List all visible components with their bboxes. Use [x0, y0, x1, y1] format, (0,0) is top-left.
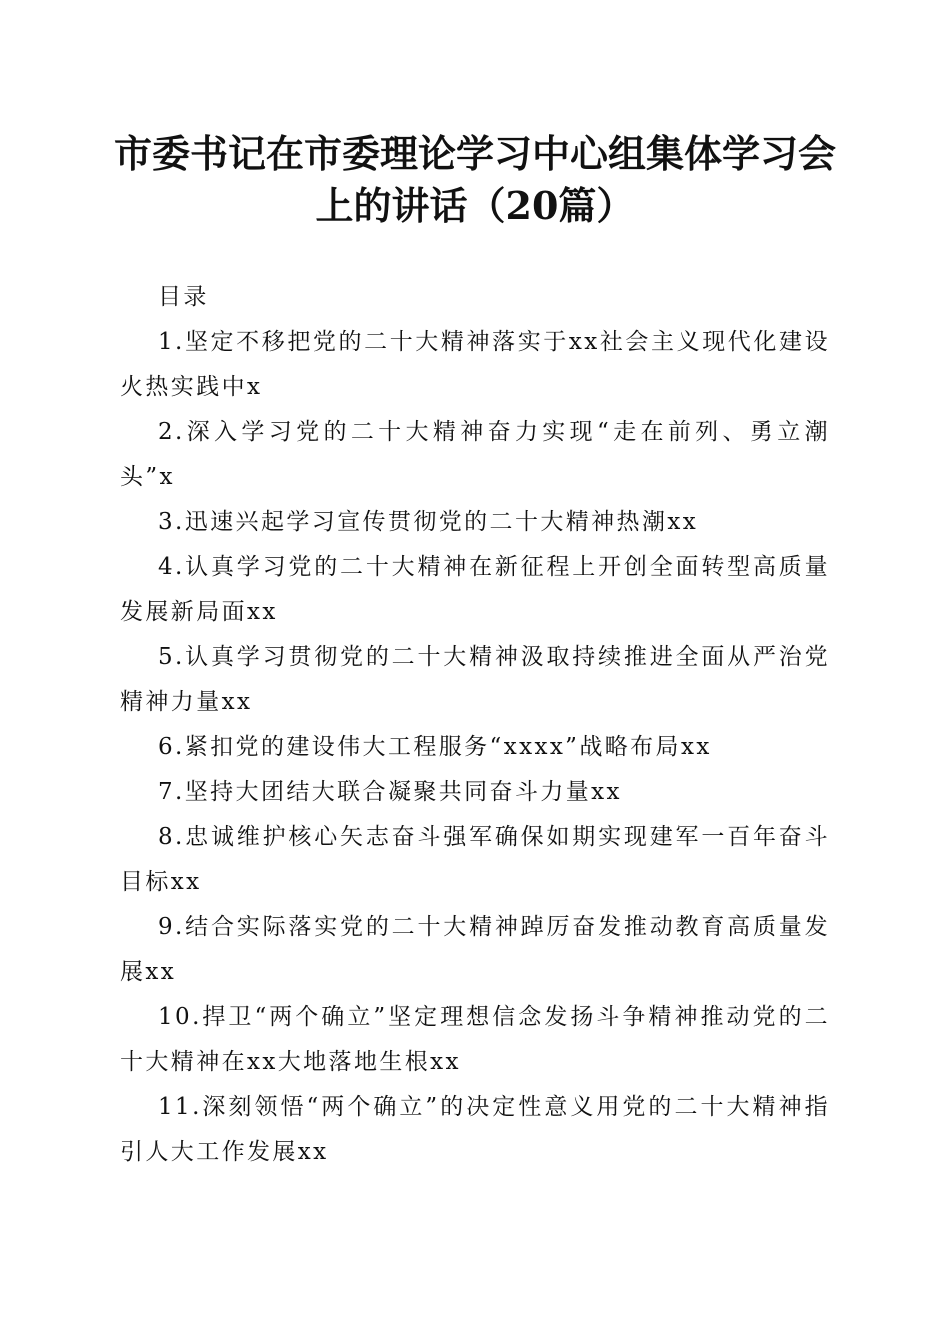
toc-heading: 目录 [158, 284, 209, 310]
toc-item: 1.坚定不移把党的二十大精神落实于xx社会主义现代化建设火热实践中x [120, 329, 830, 400]
document-title: 市委书记在市委理论学习中心组集体学习会上的讲话（20篇） [113, 131, 836, 228]
table-of-contents [120, 275, 830, 1175]
toc-item: 8.忠诚维护核心矢志奋斗强军确保如期实现建军一百年奋斗目标xx [120, 824, 830, 895]
toc-item: 11.深刻领悟“两个确立”的决定性意义用党的二十大精神指引人大工作发展xx [120, 1094, 830, 1165]
toc-item: 5.认真学习贯彻党的二十大精神汲取持续推进全面从严治党精神力量xx [120, 644, 830, 715]
toc-item: 2.深入学习党的二十大精神奋力实现“走在前列、勇立潮头”x [120, 419, 830, 490]
toc-item: 3.迅速兴起学习宣传贯彻党的二十大精神热潮xx [158, 509, 699, 535]
toc-item: 6.紧扣党的建设伟大工程服务“xxxx”战略布局xx [158, 734, 712, 760]
toc-item: 10.捍卫“两个确立”坚定理想信念发扬斗争精神推动党的二十大精神在xx大地落地生根xx [120, 1004, 830, 1075]
toc-item: 7.坚持大团结大联合凝聚共同奋斗力量xx [158, 779, 622, 805]
toc-item: 4.认真学习党的二十大精神在新征程上开创全面转型高质量发展新局面xx [120, 554, 830, 625]
toc-item: 9.结合实际落实党的二十大精神踔厉奋发推动教育高质量发展xx [120, 914, 830, 985]
